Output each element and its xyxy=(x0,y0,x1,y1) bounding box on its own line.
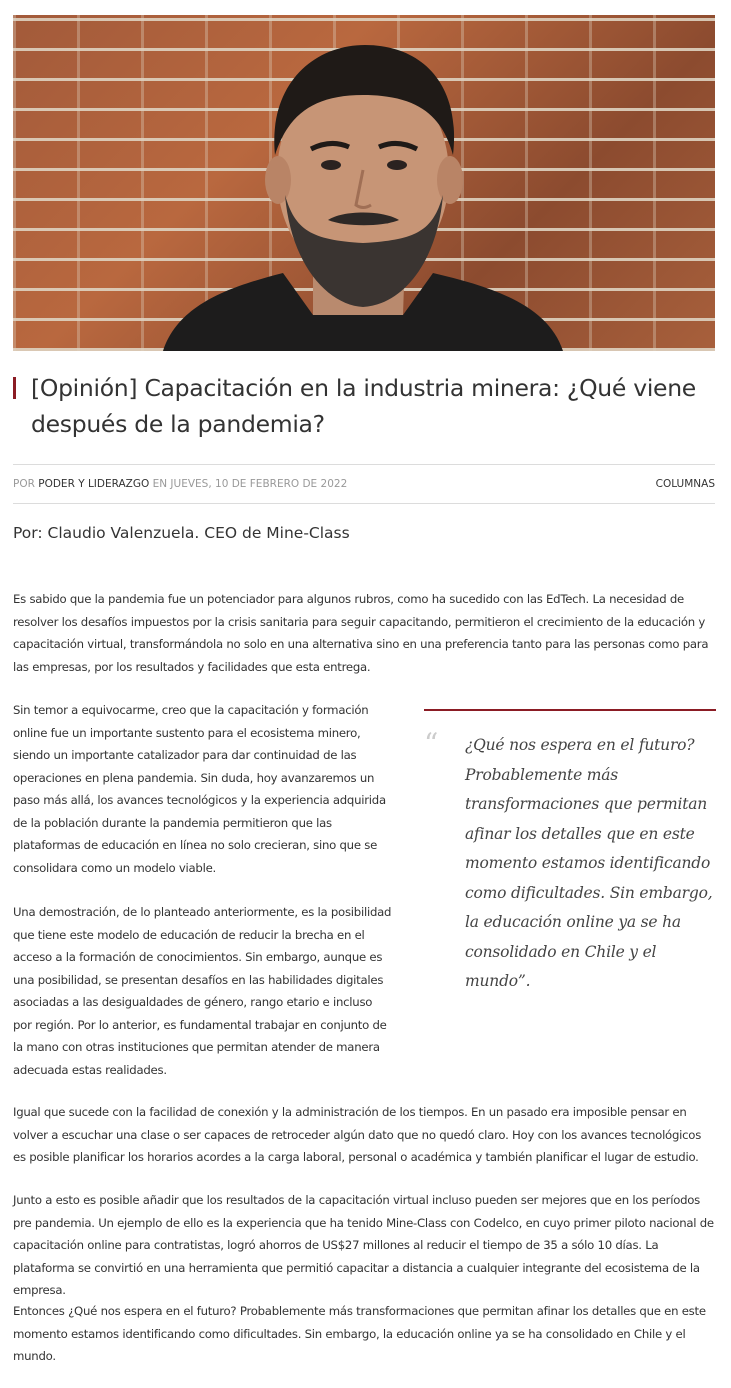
article-header xyxy=(13,370,715,442)
paragraph-5: Junto a esto es posible añadir que los resultados de la capacitación virtual incluso pueden ser mejores que en los períodos pre pandemia. Un ejemplo de ello es la experiencia que ha tenido Mine-Class con Codelco, en cuyo primer piloto nacional de capacitación online para contratistas, logró ahorros de US$27 millones al reducir el tiempo de 35 a sólo 10 días. La plataforma se convirtió en una herramienta que permitió capacitar a distancia a cualquier integrante del ecosistema de la empresa. xyxy=(13,1193,714,1297)
title-accent-bar xyxy=(13,377,16,399)
pullquote xyxy=(424,709,716,997)
pullquote-text: ¿Qué nos espera en el futuro? Probablemente más transformaciones que permitan afinar los detalles que en este momento estamos identificando como dificultades. Sin embargo, la educación online ya se ha consolidado en Chile y el mundo”. xyxy=(465,736,713,990)
article-title: [Opinión] Capacitación en la industria minera: ¿Qué viene después de la pandemia? xyxy=(31,374,696,438)
article-meta xyxy=(13,464,715,504)
paragraph-6: Entonces ¿Qué nos espera en el futuro? Probablemente más transformaciones que permitan afinar los detalles que en este momento estamos identificando como dificultades. Sin embargo, la educación online ya se ha consolidado en Chile y el mundo. xyxy=(13,1304,706,1363)
hero-photo xyxy=(13,15,715,351)
quote-mark-icon: “ xyxy=(424,727,439,760)
paragraph-2: Sin temor a equivocarme, creo que la capacitación y formación online fue un importante sustento para el ecosistema minero, siendo un importante catalizador para dar continuidad de las operaciones en plena pandemia. Sin duda, hoy avanzaremos un paso más allá, los avances tecnológicos y la experiencia adquirida de la población durante la pandemia permitieron que las plataformas de educación en línea no solo crecieran, sino que se consolidara como un modelo viable. xyxy=(13,703,386,875)
meta-category-link[interactable]: COLUMNAS xyxy=(655,478,715,490)
paragraph-4: Igual que sucede con la facilidad de conexión y la administración de los tiempos. En un pasado era imposible pensar en volver a escuchar una clase o ser capaces de retroceder algún dato que no quedó claro. Hoy con los avances tecnológicos es posible planificar los horarios acordes a la carga laboral, personal o académica y también planificar el lugar de estudio. xyxy=(13,1105,702,1164)
meta-date: EN JUEVES, 10 DE FEBRERO DE 2022 xyxy=(152,478,348,490)
meta-author-link[interactable]: PODER Y LIDERAZGO xyxy=(38,478,150,490)
paragraph-1: Es sabido que la pandemia fue un potenciador para algunos rubros, como ha sucedido con las EdTech. La necesidad de resolver los desafíos impuestos por la crisis sanitaria para seguir capacitando, permitieron el crecimiento de la educación y capacitación virtual, transformándola no solo en una alternativa sino en una preferencia tanto para las personas como para las empresas, por los resultados y facilidades que esta entrega. xyxy=(13,592,709,674)
article-byline: Por: Claudio Valenzuela. CEO de Mine-Class xyxy=(13,524,350,542)
paragraph-3: Una demostración, de lo planteado anteriormente, es la posibilidad que tiene este modelo de educación de reducir la brecha en el acceso a la formación de conocimientos. Sin embargo, aunque es una posibilidad, se presentan desafíos en las habilidades digitales asociadas a las desigualdades de género, rango etario e incluso por región. Por lo anterior, es fundamental trabajar en conjunto de la mano con otras instituciones que permitan atender de manera adecuada estas realidades. xyxy=(13,905,392,1077)
portrait-illustration xyxy=(13,15,715,351)
meta-by-prefix: POR xyxy=(13,478,35,490)
